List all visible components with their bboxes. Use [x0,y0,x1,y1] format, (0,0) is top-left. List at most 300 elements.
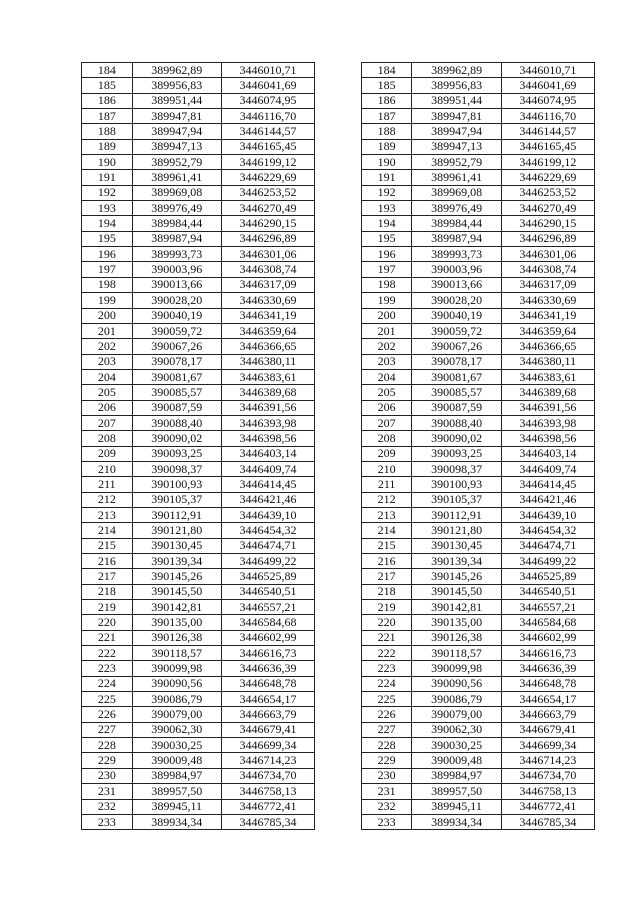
x-coordinate-cell-right: 390090,56 [412,676,501,691]
x-coordinate-cell-left: 390028,20 [132,293,221,308]
x-coordinate-cell-left: 389947,81 [132,109,221,124]
y-coordinate-cell-right: 3446654,17 [501,692,594,707]
point-number-cell-right: 195 [361,231,412,246]
table-row [82,247,595,262]
point-number-cell-right: 190 [361,155,412,170]
point-number-cell-left: 204 [82,369,133,384]
y-coordinate-cell-left: 3446296,89 [221,231,314,246]
x-coordinate-cell-right: 389987,94 [412,231,501,246]
x-coordinate-cell-left: 389993,73 [132,247,221,262]
point-number-cell-left: 206 [82,400,133,415]
x-coordinate-cell-left: 390126,38 [132,630,221,645]
table-row [82,738,595,753]
x-coordinate-cell-left: 390130,45 [132,538,221,553]
column-gap [315,554,362,569]
table-row [82,477,595,492]
point-number-cell-right: 199 [361,293,412,308]
x-coordinate-cell-right: 390145,26 [412,569,501,584]
y-coordinate-cell-left: 3446772,41 [221,799,314,814]
point-number-cell-right: 212 [361,492,412,507]
column-gap [315,661,362,676]
y-coordinate-cell-left: 3446758,13 [221,784,314,799]
table-row [82,661,595,676]
x-coordinate-cell-left: 389957,50 [132,784,221,799]
y-coordinate-cell-left: 3446679,41 [221,722,314,737]
column-gap [315,722,362,737]
x-coordinate-cell-right: 390142,81 [412,600,501,615]
y-coordinate-cell-right: 3446393,98 [501,415,594,430]
point-number-cell-right: 209 [361,446,412,461]
x-coordinate-cell-left: 389945,11 [132,799,221,814]
point-number-cell-left: 215 [82,538,133,553]
x-coordinate-cell-left: 389969,08 [132,185,221,200]
x-coordinate-cell-left: 390121,80 [132,523,221,538]
y-coordinate-cell-right: 3446714,23 [501,753,594,768]
table-row [82,707,595,722]
table-row [82,139,595,154]
y-coordinate-cell-right: 3446010,71 [501,63,594,78]
y-coordinate-cell-left: 3446330,69 [221,293,314,308]
x-coordinate-cell-right: 389947,13 [412,139,501,154]
column-gap [315,262,362,277]
table-row [82,201,595,216]
point-number-cell-left: 225 [82,692,133,707]
x-coordinate-cell-right: 390003,96 [412,262,501,277]
point-number-cell-right: 202 [361,339,412,354]
table-row [82,400,595,415]
column-gap [315,461,362,476]
x-coordinate-cell-right: 390028,20 [412,293,501,308]
table-row [82,630,595,645]
y-coordinate-cell-right: 3446389,68 [501,385,594,400]
y-coordinate-cell-left: 3446270,49 [221,201,314,216]
y-coordinate-cell-right: 3446253,52 [501,185,594,200]
y-coordinate-cell-left: 3446602,99 [221,630,314,645]
x-coordinate-cell-left: 389956,83 [132,78,221,93]
y-coordinate-cell-left: 3446616,73 [221,646,314,661]
table-row [82,339,595,354]
y-coordinate-cell-left: 3446389,68 [221,385,314,400]
column-gap [315,738,362,753]
x-coordinate-cell-right: 390078,17 [412,354,501,369]
y-coordinate-cell-right: 3446679,41 [501,722,594,737]
column-gap [315,799,362,814]
x-coordinate-cell-left: 389984,44 [132,216,221,231]
column-gap [315,538,362,553]
x-coordinate-cell-right: 390099,98 [412,661,501,676]
column-gap [315,600,362,615]
column-gap [315,630,362,645]
y-coordinate-cell-left: 3446636,39 [221,661,314,676]
x-coordinate-cell-right: 390062,30 [412,722,501,737]
y-coordinate-cell-left: 3446654,17 [221,692,314,707]
column-gap [315,507,362,522]
point-number-cell-left: 192 [82,185,133,200]
y-coordinate-cell-right: 3446330,69 [501,293,594,308]
point-number-cell-right: 208 [361,431,412,446]
y-coordinate-cell-left: 3446391,56 [221,400,314,415]
x-coordinate-cell-left: 390059,72 [132,323,221,338]
table-row [82,124,595,139]
table-row [82,784,595,799]
x-coordinate-cell-right: 390086,79 [412,692,501,707]
column-gap [315,814,362,829]
x-coordinate-cell-left: 390142,81 [132,600,221,615]
table-row [82,78,595,93]
point-number-cell-right: 194 [361,216,412,231]
point-number-cell-left: 202 [82,339,133,354]
table-row [82,814,595,829]
point-number-cell-left: 221 [82,630,133,645]
x-coordinate-cell-right: 390145,50 [412,584,501,599]
y-coordinate-cell-right: 3446290,15 [501,216,594,231]
point-number-cell-right: 186 [361,93,412,108]
y-coordinate-cell-left: 3446253,52 [221,185,314,200]
x-coordinate-cell-right: 390121,80 [412,523,501,538]
column-gap [315,155,362,170]
table-row [82,93,595,108]
table-row [82,676,595,691]
y-coordinate-cell-left: 3446714,23 [221,753,314,768]
x-coordinate-cell-left: 389947,13 [132,139,221,154]
y-coordinate-cell-left: 3446398,56 [221,431,314,446]
y-coordinate-cell-left: 3446144,57 [221,124,314,139]
y-coordinate-cell-right: 3446341,19 [501,308,594,323]
y-coordinate-cell-right: 3446499,22 [501,554,594,569]
point-number-cell-right: 204 [361,369,412,384]
point-number-cell-right: 207 [361,415,412,430]
x-coordinate-cell-right: 390085,57 [412,385,501,400]
point-number-cell-left: 190 [82,155,133,170]
point-number-cell-right: 221 [361,630,412,645]
x-coordinate-cell-left: 390085,57 [132,385,221,400]
table-row [82,293,595,308]
x-coordinate-cell-left: 390086,79 [132,692,221,707]
table-row [82,492,595,507]
point-number-cell-left: 224 [82,676,133,691]
point-number-cell-right: 230 [361,768,412,783]
table-row [82,600,595,615]
x-coordinate-cell-right: 390100,93 [412,477,501,492]
x-coordinate-cell-left: 390062,30 [132,722,221,737]
y-coordinate-cell-right: 3446317,09 [501,277,594,292]
point-number-cell-right: 210 [361,461,412,476]
point-number-cell-right: 228 [361,738,412,753]
y-coordinate-cell-left: 3446010,71 [221,63,314,78]
x-coordinate-cell-left: 390135,00 [132,615,221,630]
point-number-cell-left: 194 [82,216,133,231]
column-gap [315,707,362,722]
point-number-cell-right: 184 [361,63,412,78]
point-number-cell-left: 226 [82,707,133,722]
coordinates-page [81,62,595,830]
table-row [82,692,595,707]
y-coordinate-cell-right: 3446165,45 [501,139,594,154]
x-coordinate-cell-left: 389987,94 [132,231,221,246]
x-coordinate-cell-right: 389947,81 [412,109,501,124]
point-number-cell-right: 231 [361,784,412,799]
y-coordinate-cell-right: 3446414,45 [501,477,594,492]
y-coordinate-cell-left: 3446663,79 [221,707,314,722]
column-gap [315,277,362,292]
column-gap [315,109,362,124]
x-coordinate-cell-left: 390067,26 [132,339,221,354]
point-number-cell-right: 224 [361,676,412,691]
point-number-cell-left: 208 [82,431,133,446]
point-number-cell-left: 213 [82,507,133,522]
point-number-cell-right: 185 [361,78,412,93]
point-number-cell-left: 210 [82,461,133,476]
column-gap [315,201,362,216]
point-number-cell-right: 227 [361,722,412,737]
x-coordinate-cell-right: 390135,00 [412,615,501,630]
x-coordinate-cell-left: 390040,19 [132,308,221,323]
x-coordinate-cell-left: 390003,96 [132,262,221,277]
point-number-cell-left: 207 [82,415,133,430]
column-gap [315,93,362,108]
x-coordinate-cell-left: 390009,48 [132,753,221,768]
y-coordinate-cell-right: 3446409,74 [501,461,594,476]
x-coordinate-cell-right: 389993,73 [412,247,501,262]
point-number-cell-right: 219 [361,600,412,615]
point-number-cell-left: 229 [82,753,133,768]
y-coordinate-cell-left: 3446499,22 [221,554,314,569]
column-gap [315,768,362,783]
point-number-cell-right: 187 [361,109,412,124]
y-coordinate-cell-right: 3446648,78 [501,676,594,691]
y-coordinate-cell-left: 3446648,78 [221,676,314,691]
table-row [82,170,595,185]
column-gap [315,170,362,185]
column-gap [315,247,362,262]
x-coordinate-cell-right: 390040,19 [412,308,501,323]
x-coordinate-cell-right: 390105,37 [412,492,501,507]
column-gap [315,354,362,369]
column-gap [315,369,362,384]
table-row [82,216,595,231]
x-coordinate-cell-left: 390098,37 [132,461,221,476]
point-number-cell-left: 205 [82,385,133,400]
x-coordinate-cell-right: 390130,45 [412,538,501,553]
point-number-cell-left: 189 [82,139,133,154]
y-coordinate-cell-left: 3446584,68 [221,615,314,630]
y-coordinate-cell-right: 3446525,89 [501,569,594,584]
y-coordinate-cell-right: 3446772,41 [501,799,594,814]
point-number-cell-right: 213 [361,507,412,522]
point-number-cell-left: 195 [82,231,133,246]
point-number-cell-left: 199 [82,293,133,308]
column-gap [315,523,362,538]
x-coordinate-cell-left: 389952,79 [132,155,221,170]
point-number-cell-right: 220 [361,615,412,630]
x-coordinate-cell-left: 390100,93 [132,477,221,492]
point-number-cell-left: 186 [82,93,133,108]
x-coordinate-cell-right: 390081,67 [412,369,501,384]
x-coordinate-cell-left: 390118,57 [132,646,221,661]
point-number-cell-right: 203 [361,354,412,369]
point-number-cell-right: 206 [361,400,412,415]
x-coordinate-cell-left: 390087,59 [132,400,221,415]
x-coordinate-cell-right: 390118,57 [412,646,501,661]
x-coordinate-cell-right: 389947,94 [412,124,501,139]
y-coordinate-cell-right: 3446636,39 [501,661,594,676]
y-coordinate-cell-left: 3446421,46 [221,492,314,507]
point-number-cell-left: 223 [82,661,133,676]
x-coordinate-cell-right: 390093,25 [412,446,501,461]
y-coordinate-cell-right: 3446584,68 [501,615,594,630]
column-gap [315,477,362,492]
point-number-cell-right: 222 [361,646,412,661]
y-coordinate-cell-left: 3446439,10 [221,507,314,522]
point-number-cell-right: 192 [361,185,412,200]
y-coordinate-cell-left: 3446199,12 [221,155,314,170]
x-coordinate-cell-right: 389976,49 [412,201,501,216]
x-coordinate-cell-right: 390067,26 [412,339,501,354]
y-coordinate-cell-right: 3446602,99 [501,630,594,645]
x-coordinate-cell-left: 389947,94 [132,124,221,139]
y-coordinate-cell-right: 3446421,46 [501,492,594,507]
column-gap [315,308,362,323]
x-coordinate-cell-right: 389952,79 [412,155,501,170]
column-gap [315,385,362,400]
x-coordinate-cell-right: 389961,41 [412,170,501,185]
point-number-cell-right: 191 [361,170,412,185]
table-row [82,63,595,78]
y-coordinate-cell-right: 3446308,74 [501,262,594,277]
point-number-cell-left: 227 [82,722,133,737]
table-row [82,354,595,369]
y-coordinate-cell-right: 3446439,10 [501,507,594,522]
point-number-cell-left: 187 [82,109,133,124]
y-coordinate-cell-left: 3446229,69 [221,170,314,185]
y-coordinate-cell-right: 3446359,64 [501,323,594,338]
x-coordinate-cell-right: 390079,00 [412,707,501,722]
x-coordinate-cell-left: 390081,67 [132,369,221,384]
x-coordinate-cell-left: 389934,34 [132,814,221,829]
y-coordinate-cell-left: 3446041,69 [221,78,314,93]
y-coordinate-cell-left: 3446383,61 [221,369,314,384]
x-coordinate-cell-right: 389951,44 [412,93,501,108]
point-number-cell-right: 217 [361,569,412,584]
y-coordinate-cell-left: 3446699,34 [221,738,314,753]
column-gap [315,446,362,461]
x-coordinate-cell-right: 389984,97 [412,768,501,783]
point-number-cell-left: 209 [82,446,133,461]
y-coordinate-cell-left: 3446525,89 [221,569,314,584]
point-number-cell-right: 205 [361,385,412,400]
x-coordinate-cell-right: 390030,25 [412,738,501,753]
table-row [82,431,595,446]
point-number-cell-left: 197 [82,262,133,277]
point-number-cell-left: 200 [82,308,133,323]
table-row [82,308,595,323]
x-coordinate-cell-right: 390139,34 [412,554,501,569]
x-coordinate-cell-left: 390030,25 [132,738,221,753]
point-number-cell-left: 232 [82,799,133,814]
y-coordinate-cell-left: 3446474,71 [221,538,314,553]
x-coordinate-cell-left: 389961,41 [132,170,221,185]
column-gap [315,431,362,446]
y-coordinate-cell-right: 3446199,12 [501,155,594,170]
point-number-cell-left: 228 [82,738,133,753]
column-gap [315,415,362,430]
x-coordinate-cell-right: 390090,02 [412,431,501,446]
table-row [82,507,595,522]
point-number-cell-right: 193 [361,201,412,216]
x-coordinate-cell-right: 390112,91 [412,507,501,522]
point-number-cell-right: 211 [361,477,412,492]
table-row [82,385,595,400]
point-number-cell-left: 203 [82,354,133,369]
x-coordinate-cell-left: 390099,98 [132,661,221,676]
point-number-cell-left: 193 [82,201,133,216]
y-coordinate-cell-left: 3446359,64 [221,323,314,338]
y-coordinate-cell-right: 3446270,49 [501,201,594,216]
y-coordinate-cell-left: 3446393,98 [221,415,314,430]
y-coordinate-cell-left: 3446380,11 [221,354,314,369]
y-coordinate-cell-right: 3446734,70 [501,768,594,783]
x-coordinate-cell-left: 390112,91 [132,507,221,522]
table-row [82,262,595,277]
x-coordinate-cell-left: 390079,00 [132,707,221,722]
point-number-cell-right: 232 [361,799,412,814]
table-row [82,523,595,538]
y-coordinate-cell-left: 3446403,14 [221,446,314,461]
table-row [82,155,595,170]
point-number-cell-left: 217 [82,569,133,584]
y-coordinate-cell-right: 3446403,14 [501,446,594,461]
point-number-cell-right: 218 [361,584,412,599]
x-coordinate-cell-right: 389956,83 [412,78,501,93]
point-number-cell-left: 220 [82,615,133,630]
table-row [82,109,595,124]
y-coordinate-cell-left: 3446366,65 [221,339,314,354]
y-coordinate-cell-right: 3446663,79 [501,707,594,722]
y-coordinate-cell-left: 3446116,70 [221,109,314,124]
point-number-cell-right: 200 [361,308,412,323]
table-row [82,538,595,553]
point-number-cell-left: 196 [82,247,133,262]
column-gap [315,400,362,415]
y-coordinate-cell-left: 3446317,09 [221,277,314,292]
table-row [82,722,595,737]
table-row [82,753,595,768]
x-coordinate-cell-right: 390009,48 [412,753,501,768]
column-gap [315,584,362,599]
point-number-cell-left: 219 [82,600,133,615]
x-coordinate-cell-right: 390059,72 [412,323,501,338]
column-gap [315,216,362,231]
y-coordinate-cell-left: 3446454,32 [221,523,314,538]
column-gap [315,139,362,154]
table-row [82,323,595,338]
y-coordinate-cell-right: 3446785,34 [501,814,594,829]
y-coordinate-cell-right: 3446616,73 [501,646,594,661]
point-number-cell-right: 223 [361,661,412,676]
y-coordinate-cell-right: 3446366,65 [501,339,594,354]
x-coordinate-cell-right: 390088,40 [412,415,501,430]
x-coordinate-cell-right: 390013,66 [412,277,501,292]
x-coordinate-cell-left: 390139,34 [132,554,221,569]
point-number-cell-left: 222 [82,646,133,661]
y-coordinate-cell-left: 3446540,51 [221,584,314,599]
y-coordinate-cell-left: 3446301,06 [221,247,314,262]
column-gap [315,185,362,200]
table-row [82,231,595,246]
y-coordinate-cell-left: 3446341,19 [221,308,314,323]
coordinates-table-body [82,63,595,830]
point-number-cell-right: 215 [361,538,412,553]
